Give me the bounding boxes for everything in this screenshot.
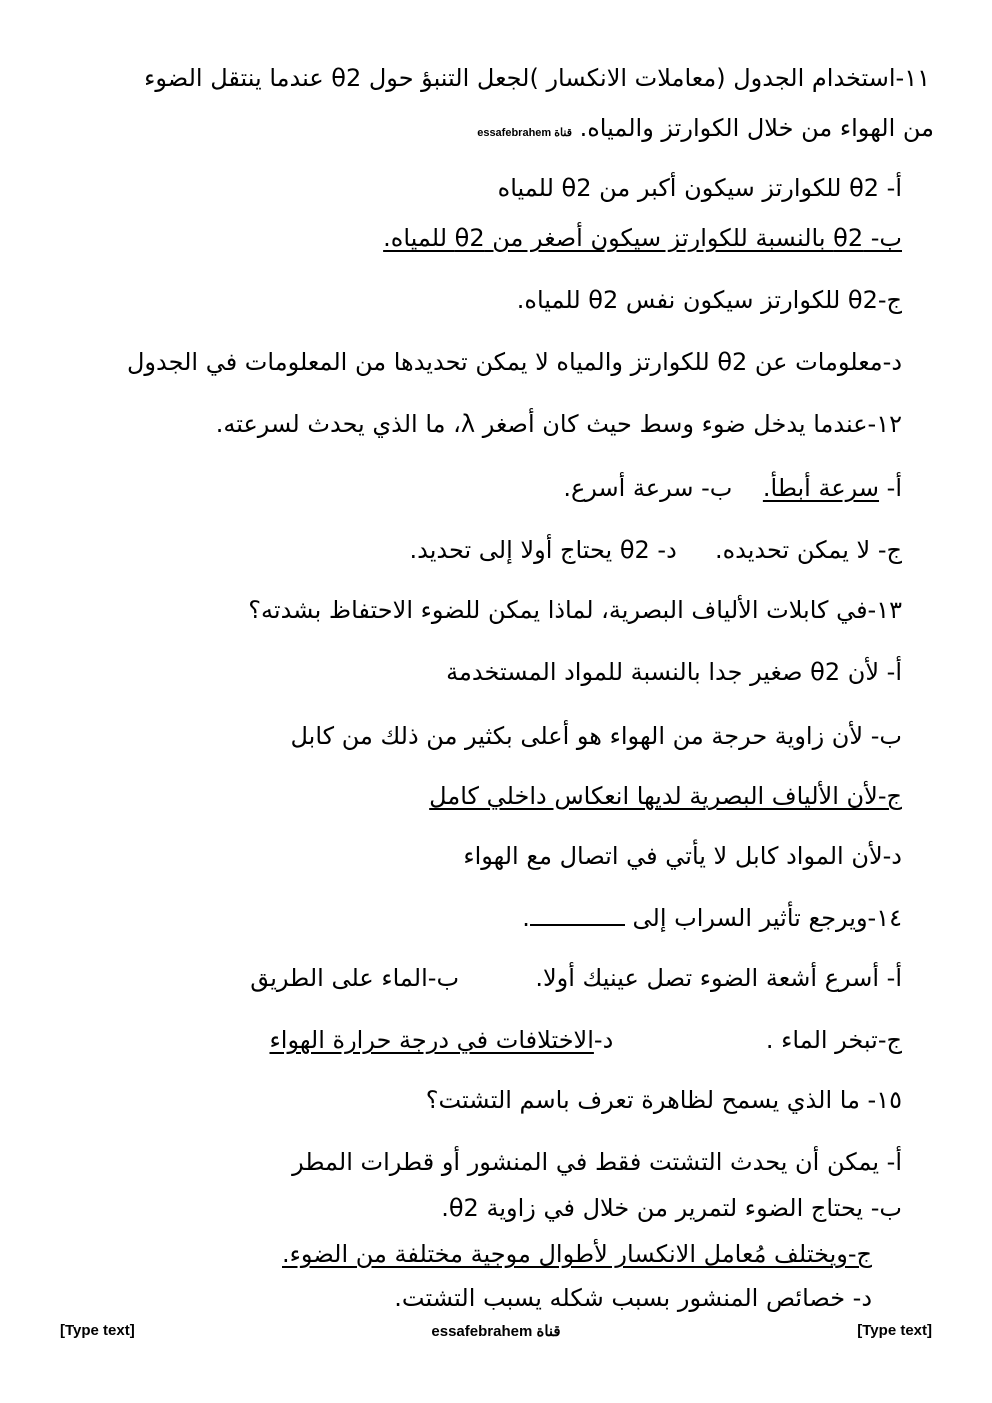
q12-option-d: د- θ2 يحتاج أولا إلى تحديد. xyxy=(409,536,677,564)
q13-option-c-text: ج-لأن الألياف البصرية لديها انعكاس داخلي كامل xyxy=(429,782,902,810)
q11-option-a: أ- θ2 للكوارتز سيكون أكبر من θ2 للمياه xyxy=(497,174,902,202)
q15-option-a: أ- يمكن أن يحدث التشتت فقط في المنشور أو قطرات المطر xyxy=(292,1148,902,1176)
q12-option-a-prefix: أ- xyxy=(879,474,902,502)
q13-option-d: د-لأن المواد كابل لا يأتي في اتصال مع الهواء xyxy=(463,842,902,870)
channel-watermark: قناة essafebrahem xyxy=(477,127,572,139)
q12-option-c: ج- لا يمكن تحديده. xyxy=(714,536,902,564)
q14-answer-blank xyxy=(530,906,625,926)
q12-options-cd xyxy=(410,534,903,566)
q11-option-b-text: ب- θ2 بالنسبة للكوارتز سيكون أصغر من θ2 للمياه. xyxy=(383,224,902,252)
q13-question: ١٣-في كابلات الألياف البصرية، لماذا يمكن للضوء الاحتفاظ بشدته؟ xyxy=(248,596,902,624)
q14-question-text: ١٤-ويرجع تأثير السراب إلى xyxy=(632,904,902,932)
q13-option-b: ب- لأن زاوية حرجة من الهواء هو أعلى بكثير من ذلك من كابل xyxy=(290,722,902,750)
q14-option-d-prefix: د- xyxy=(593,1026,614,1054)
footer-right: [Type text] xyxy=(857,1322,932,1339)
q15-option-c-text: ج-ويختلف مُعامل الانكسار لأطوال موجية مختلفة من الضوء. xyxy=(282,1240,872,1268)
q13-option-a: أ- لأن θ2 صغير جدا بالنسبة للمواد المستخدمة xyxy=(446,658,902,686)
q15-option-c xyxy=(282,1238,872,1270)
q11-option-b xyxy=(383,222,902,254)
q14-question: ١٤-ويرجع تأثير السراب إلى . xyxy=(522,904,902,932)
q11-line2-text: من الهواء من خلال الكوارتز والمياه. xyxy=(579,114,934,142)
q14-options-cd xyxy=(269,1024,902,1056)
q11-line1: ١١-استخدام الجدول (معاملات الانكسار )لجعل التنبؤ حول θ2 عندما ينتقل الضوء xyxy=(144,64,930,92)
q12-options-ab xyxy=(563,472,902,504)
q14-option-a: أ- أسرع أشعة الضوء تصل عينيك أولا. xyxy=(535,964,902,992)
q15-option-b: ب- يحتاج الضوء لتمرير من خلال في زاوية θ2. xyxy=(441,1194,902,1222)
q14-option-d-answer: الاختلافات في درجة حرارة الهواء xyxy=(269,1026,594,1054)
q15-option-d: د- خصائص المنشور بسبب شكله يسبب التشتت. xyxy=(394,1284,872,1312)
q12-option-a-answer: سرعة أبطأ. xyxy=(762,474,880,502)
q11-line2 xyxy=(477,112,934,149)
q11-option-c: ج-θ2 للكوارتز سيكون نفس θ2 للمياه. xyxy=(516,286,902,314)
q14-option-b: ب-الماء على الطريق xyxy=(250,964,460,992)
q12-question: ١٢-عندما يدخل ضوء وسط حيث كان أصغر λ، ما الذي يحدث لسرعته. xyxy=(215,410,902,438)
q14-option-c: ج-تبخر الماء . xyxy=(765,1026,902,1054)
footer-center: قناة essafebrahem xyxy=(431,1323,561,1340)
q12-option-b: ب- سرعة أسرع. xyxy=(563,474,733,502)
q13-option-c xyxy=(429,780,902,812)
footer-left: [Type text] xyxy=(60,1322,135,1339)
q14-options-ab xyxy=(250,962,902,994)
q15-question: ١٥- ما الذي يسمح لظاهرة تعرف باسم التشتت؟ xyxy=(425,1086,902,1114)
q11-option-d: د-معلومات عن θ2 للكوارتز والمياه لا يمكن تحديدها من المعلومات في الجدول xyxy=(126,348,902,376)
